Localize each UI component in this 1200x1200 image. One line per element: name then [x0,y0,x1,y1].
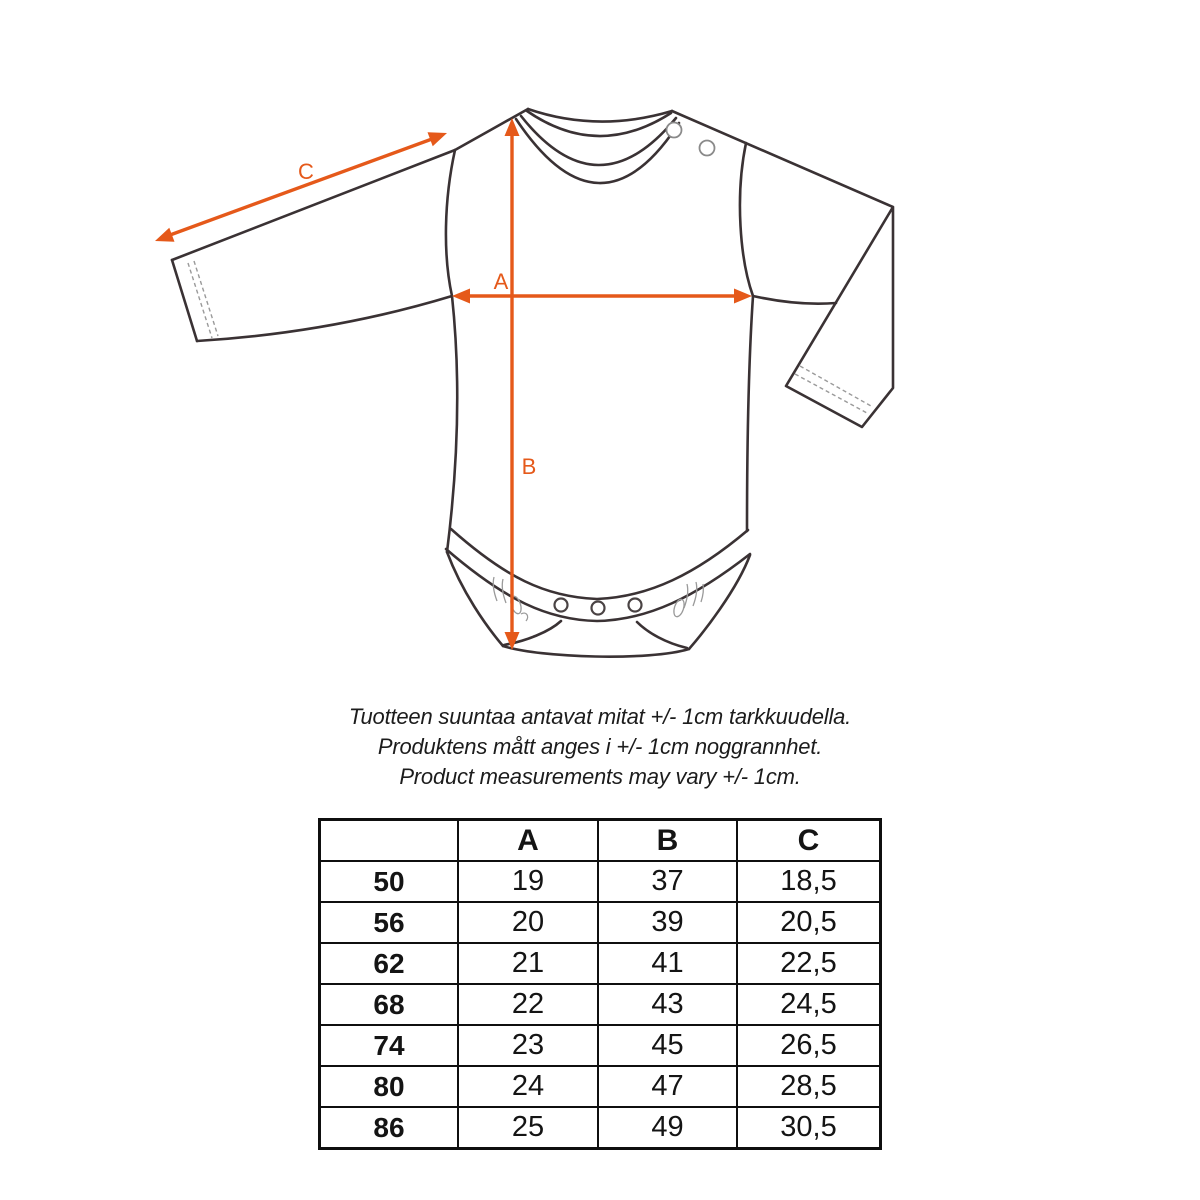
value-b: 39 [598,902,737,943]
value-c: 26,5 [737,1025,881,1066]
value-a: 19 [458,861,598,902]
value-c: 20,5 [737,902,881,943]
measure-label-a: A [493,269,509,294]
value-b: 37 [598,861,737,902]
value-b: 41 [598,943,737,984]
left-armhole-seam [446,150,455,296]
table-row [320,1025,881,1066]
table-row [320,1107,881,1149]
size-cell: 80 [320,1066,459,1107]
right-leg-opening-edge [637,622,687,648]
measure-labels [298,159,536,479]
header-b: B [598,820,737,862]
value-a: 22 [458,984,598,1025]
size-cell: 56 [320,902,459,943]
cuff-stitch-lines [188,261,871,413]
bottom-hem [503,646,689,657]
left-sleeve-top-edge [172,109,528,260]
size-cell: 50 [320,861,459,902]
note-line-en: Product measurements may vary +/- 1cm. [399,764,801,789]
measurement-arrows [152,118,752,650]
size-table-header-row [320,820,881,862]
right-underarm-seam [753,296,836,304]
header-a: A [458,820,598,862]
value-c: 22,5 [737,943,881,984]
bodysuit-outline [172,109,893,657]
left-cuff-edge [172,260,197,341]
body-left-side [447,296,457,552]
value-a: 21 [458,943,598,984]
arrowhead-right-icon [734,289,752,304]
value-a: 25 [458,1107,598,1149]
value-b: 47 [598,1066,737,1107]
value-c: 18,5 [737,861,881,902]
left-sleeve-under-edge [197,296,452,341]
arrowhead-head-icon [428,126,450,146]
table-row [320,861,881,902]
arrowhead-tail-icon [152,228,174,248]
body-right-side [747,296,753,531]
table-row [320,984,881,1025]
note-line-sv: Produktens mått anges i +/- 1cm noggrannhet. [377,734,823,759]
value-b: 43 [598,984,737,1025]
value-b: 45 [598,1025,737,1066]
crotch-snap-buttons [555,599,642,615]
size-cell: 86 [320,1107,459,1149]
right-flap-edge [689,555,750,649]
measure-arrow-c [152,126,449,248]
table-row [320,943,881,984]
value-c: 30,5 [737,1107,881,1149]
left-flap-edge [447,552,503,646]
snap-icon [700,141,715,156]
measure-label-c: C [298,159,314,184]
right-sleeve-outline [672,111,893,427]
right-armhole-seam [740,143,753,296]
snap-icon [592,602,605,615]
arrowhead-left-icon [452,289,470,304]
value-a: 24 [458,1066,598,1107]
value-c: 28,5 [737,1066,881,1107]
size-cell: 74 [320,1025,459,1066]
size-cell: 68 [320,984,459,1025]
value-c: 24,5 [737,984,881,1025]
header-size [320,820,459,862]
table-row [320,902,881,943]
neckline-front-outer [516,119,679,183]
measurement-notes [0,702,1200,792]
snap-icon [555,599,568,612]
header-c: C [737,820,881,862]
value-a: 23 [458,1025,598,1066]
value-a: 20 [458,902,598,943]
snap-icon [667,123,682,138]
value-b: 49 [598,1107,737,1149]
measure-label-b: B [521,454,537,479]
snap-icon [629,599,642,612]
note-line-fi: Tuotteen suuntaa antavat mitat +/- 1cm tarkkuudella. [348,704,852,729]
table-row [320,1066,881,1107]
neckline-back-edge [528,109,672,122]
size-cell: 62 [320,943,459,984]
size-table [318,818,882,1150]
